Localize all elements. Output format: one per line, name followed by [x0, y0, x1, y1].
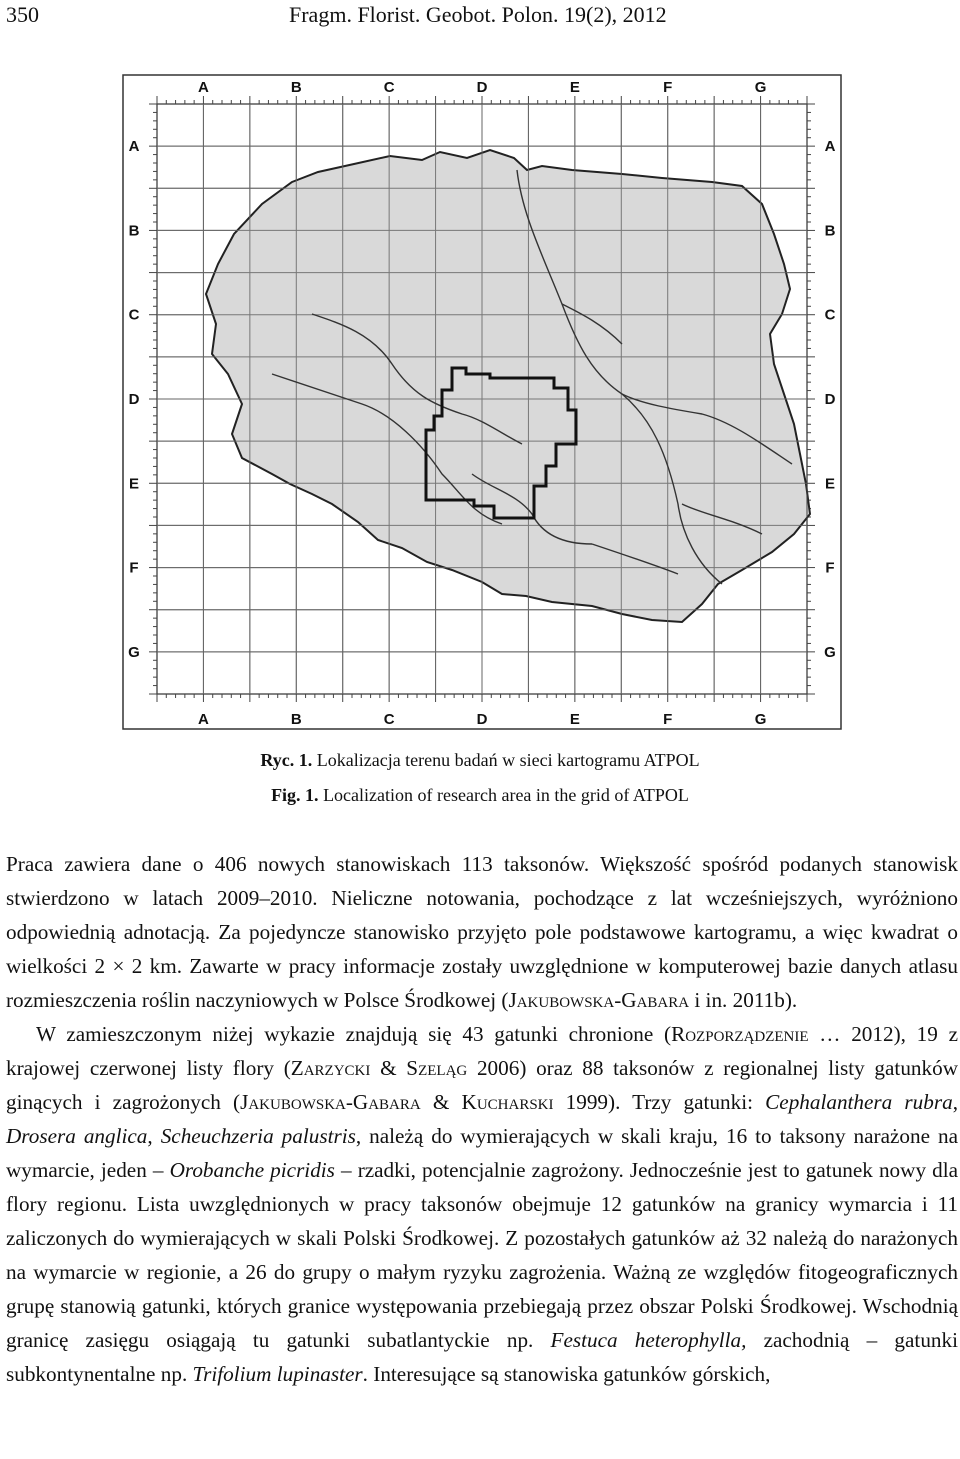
text-run: , [952, 1090, 958, 1114]
author-name: Rozporządzenie [671, 1022, 809, 1046]
column-label-bottom: A [198, 711, 209, 728]
column-label-bottom: C [383, 711, 395, 728]
page-number: 350 [6, 2, 39, 27]
column-label-bottom: G [754, 711, 767, 728]
species-name: Scheuchzeria palustris [160, 1124, 356, 1148]
body-text [6, 847, 958, 1391]
atpol-map-figure [122, 74, 842, 730]
species-name: Trifolium lupinaster [192, 1362, 363, 1386]
caption-pl-text: Lokalizacja terenu badań w sieci kartogramu ATPOL [312, 750, 700, 770]
paragraph-1 [6, 847, 958, 1017]
column-label-bottom: E [569, 711, 580, 728]
text-run: – rzadki, potencjalnie zagrożony. Jednocześnie jest to gatunek nowy dla flory regionu. Lista uwzględnionych w pracy taksonów obejmuje 12 gatunków na granicy wymarcia i 11 zaliczonych do wymierających w skali Polski Środkowej. Z pozostałych gatunków aż 32 należą do narażonych na wymarcie w regionie, a 26 do grupy o małym ryzyku zagrożenia. Ważną ze względów fitogeograficznych grupę stanowią gatunki, których granice występowania przebiegają przez obszar Polski Środkowej. Wschodnią granicę zasięgu osiągają tu gatunki subatlantyckie np. [6, 1158, 959, 1352]
species-name: Festuca heterophylla, [550, 1328, 747, 1352]
column-label-top: F [663, 79, 673, 96]
species-name: Orobanche picridis [169, 1158, 335, 1182]
caption-en [0, 785, 960, 806]
text-run: . Interesujące są stanowiska gatunków górskich, [362, 1362, 771, 1386]
species-name: Drosera anglica [6, 1124, 148, 1148]
author-name: Kucharski [461, 1090, 554, 1114]
running-head [6, 2, 667, 28]
author-name: Jakubowska-Gabara [240, 1090, 421, 1114]
text-run: W zamieszczonym niżej wykazie znajdują się 43 gatunki chronione ( [36, 1022, 672, 1046]
row-label-right: B [824, 222, 836, 240]
atpol-map [122, 74, 842, 730]
row-label-right: C [824, 306, 836, 324]
column-label-top: B [290, 79, 302, 96]
journal-citation: Fragm. Florist. Geobot. Polon. 19(2), 2012 [289, 2, 667, 27]
caption-pl-label: Ryc. 1. [260, 750, 313, 770]
column-label-top: G [754, 79, 767, 96]
column-label-top: E [569, 79, 580, 96]
caption-en-label: Fig. 1. [271, 785, 319, 805]
column-label-bottom: D [476, 711, 488, 728]
text-run: , [147, 1124, 161, 1148]
caption-en-text: Localization of research area in the grid of ATPOL [318, 785, 689, 805]
paragraph-2 [6, 1017, 958, 1391]
row-label-left: D [128, 391, 140, 408]
column-label-bottom: F [663, 711, 673, 728]
column-label-bottom: B [290, 711, 302, 728]
text-run: 2006) oraz 88 taksonów z regionalnej listy gatunków ginących i zagrożonych ( [6, 1056, 958, 1114]
author-name: Szeląg [406, 1056, 468, 1080]
text-run: 1999). Trzy gatunki: [553, 1090, 766, 1114]
text-run: & [370, 1056, 407, 1080]
row-label-left: B [128, 222, 140, 240]
author-name: Jakubowska-Gabara [508, 988, 690, 1012]
row-label-right: G [824, 643, 836, 661]
column-label-top: A [198, 79, 209, 96]
row-label-left: C [128, 306, 140, 324]
row-label-right: E [824, 475, 836, 493]
row-label-right: D [824, 391, 836, 408]
row-label-left: G [128, 643, 140, 661]
column-label-top: D [476, 79, 488, 96]
row-label-left: E [128, 475, 140, 493]
text-run: … 2012), 19 z krajowej czerwonej listy flory ( [6, 1022, 958, 1080]
text-run: & [420, 1090, 462, 1114]
text-run: , należą do wymierających w skali kraju, 16 to taksony narażone na wymarcie, jeden – [6, 1124, 959, 1182]
author-name: Zarzycki [290, 1056, 371, 1080]
text-run: i in. 2011b). [689, 988, 798, 1012]
row-label-right: A [824, 138, 836, 156]
row-label-left: A [128, 138, 140, 156]
species-name: Cephalanthera rubra [765, 1090, 953, 1114]
row-label-right: F [825, 559, 835, 577]
caption-pl [0, 750, 960, 771]
row-label-left: F [129, 559, 139, 577]
column-label-top: C [383, 79, 395, 96]
text-run: zachodnią – gatunki subkontynentalne np. [6, 1328, 958, 1386]
text-run: Praca zawiera dane o 406 nowych stanowiskach 113 taksonów. Większość spośród podanych stanowisk stwierdzono w latach 2009–2010. Nieliczne notowania, pochodzące z lat wcześniejszych, wyróżniono odpowiednią adnotacją. Za pojedyncze stanowisko przyjęto pole podstawowe kartogramu, a więc kwadrat o wielkości 2 × 2 km. Zawarte w pracy informacje zostały uwzględnione w komputerowej bazie danych atlasu rozmieszczenia roślin naczyniowych w Polsce Środkowej ( [6, 852, 958, 1012]
